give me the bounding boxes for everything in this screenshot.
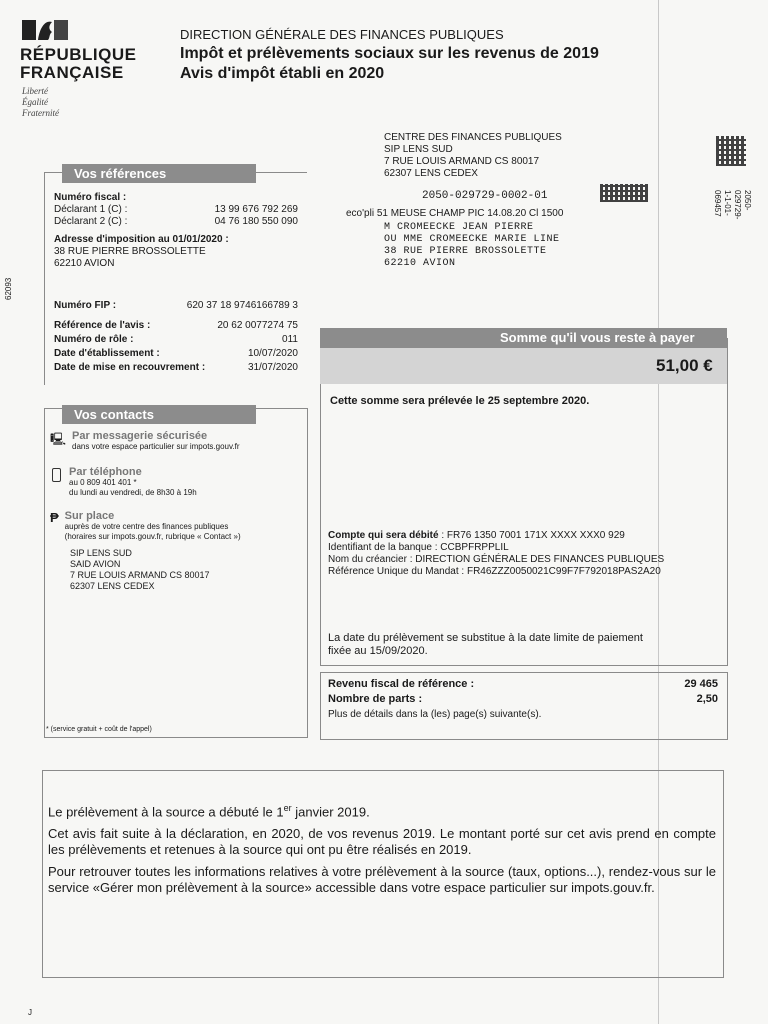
references-content: Numéro fiscal : Déclarant 1 (C) : 13 99 676 792 269 Déclarant 2 (C) : 04 76 180 550 090 Adresse d'imposition au 01/01/2020 : 38 RUE PIERRE BROSSOLETTE 62210 AVION Numéro FIP : 620 37 18 9746166789 3 Référence de l'avis : 20 62 0077274 75 Numéro de rôle : 011 Date d'établissement : 10/07/2020 Date de mise en recouvrement : 31/07/2020 <box>54 192 298 373</box>
revenu-content: Revenu fiscal de référence : 29 465 Nombre de parts : 2,50 Plus de détails dans la (les) page(s) suivante(s). <box>328 678 718 720</box>
bank-details: Compte qui sera débité : FR76 1350 7001 171X XXXX XXX0 929 Identifiant de la banque : CCBPFRPPLIL Nom du créancier : DIRECTION GÉNÉRALE DES FINANCES PUBLIQUES Référence Unique du Mandat : FR46ZZZ0050021C99F7F792018PAS2A20 <box>328 530 665 577</box>
phone-icon <box>52 468 61 482</box>
payment-amount: 51,00 € <box>656 356 713 375</box>
info-content: Le prélèvement à la source a débuté le 1er janvier 2019. Cet avis fait suite à la déclaration, en 2020, de vos revenus 2019. Le montant porté sur cet avis prend en compte les prélèvements et retenues à la source qui ont pu être réalisés en 2019. Pour retrouver toutes les informations relatives à votre prélèvement à la source (taux, options...), rendez-vous sur le service «Gérer mon prélèvement à la source» accessible dans votre espace particulier sur impots.gouv.fr. <box>48 803 716 896</box>
references-tab: Vos références <box>62 164 256 183</box>
payment-tab: Somme qu'il vous reste à payer <box>500 330 695 345</box>
barcode-reference: 2050-029729-0002-01 <box>422 190 548 202</box>
contacts-content: 🖳 Par messagerie sécurisée dans votre espace particulier sur impots.gouv.fr Par téléphone au 0 809 401 401 * du lundi au vendredi, de 8h30 à 19h ₱ Sur place auprès de votre centre des finances publiques (horaires sur impots.gouv.fr, rubrique « Contact ») SIP LENS SUD SAID AVION 7 RUE LOUIS ARMAND CS 80017 62307 LENS CEDEX <box>50 430 241 591</box>
republique-label: RÉPUBLIQUE FRANÇAISE <box>20 45 137 82</box>
side-code-left: 62093 <box>4 277 13 300</box>
prelevement-date: Cette somme sera prélevée le 25 septembre 2020. <box>330 395 590 407</box>
payment-box <box>320 338 728 666</box>
footer-mark: J <box>28 1008 32 1017</box>
direction-label: DIRECTION GÉNÉRALE DES FINANCES PUBLIQUES <box>180 27 504 42</box>
contacts-footnote: * (service gratuit + coût de l'appel) <box>46 726 152 733</box>
republic-motto: Liberté Égalité Fraternité <box>22 86 59 118</box>
building-icon: ₱ <box>50 510 59 525</box>
date-note: La date du prélèvement se substitue à la date limite de paiement fixée au 15/09/2020. <box>328 632 643 657</box>
marianne-logo <box>22 18 68 42</box>
barcode-small <box>600 184 648 202</box>
datamatrix-code <box>716 136 746 166</box>
contacts-tab: Vos contacts <box>62 405 256 424</box>
computer-icon: 🖳 <box>50 432 67 446</box>
ecopli-line: eco'pli 51 MEUSE CHAMP PIC 14.08.20 Cl 1500 <box>346 208 564 219</box>
tax-center-address: CENTRE DES FINANCES PUBLIQUES SIP LENS SUD 7 RUE LOUIS ARMAND CS 80017 62307 LENS CEDEX <box>384 132 562 179</box>
side-code-right: 2050-029729-1-1-01-069457 <box>713 190 752 220</box>
document-title: Impôt et prélèvements sociaux sur les revenus de 2019 Avis d'impôt établi en 2020 <box>180 45 599 82</box>
recipient-address: M CROMEECKE JEAN PIERRE OU MME CROMEECKE MARIE LINE 38 RUE PIERRE BROSSOLETTE 62210 AVION <box>384 222 560 269</box>
